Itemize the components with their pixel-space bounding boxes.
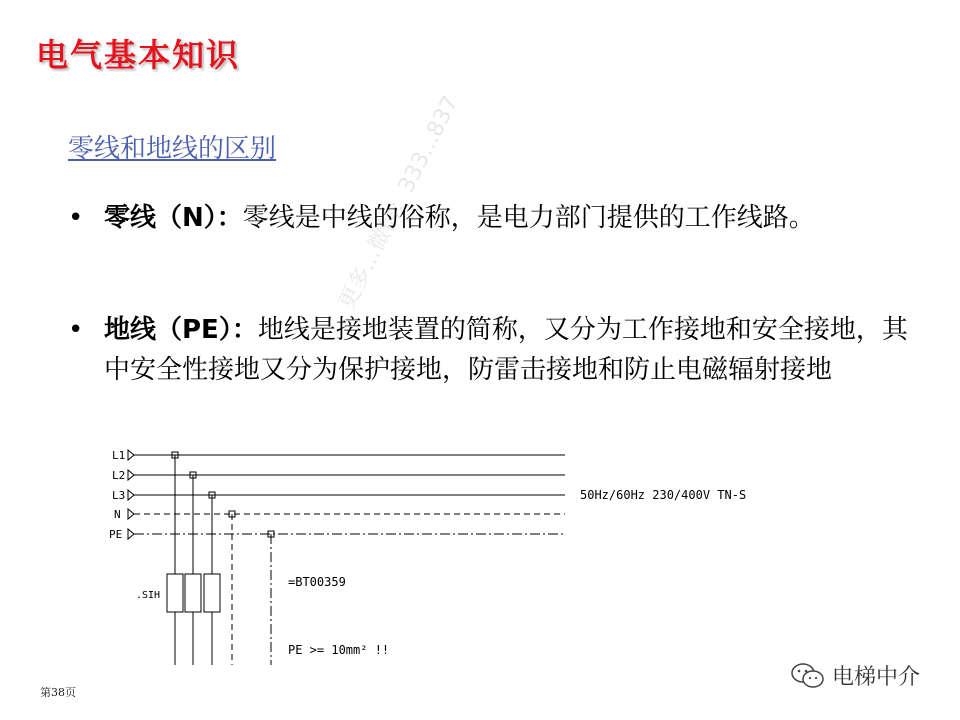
watermark-text: 更多...微信：333...837 bbox=[334, 92, 464, 314]
bullet-earth bbox=[68, 310, 914, 390]
brand-badge bbox=[790, 660, 920, 691]
label-n: N bbox=[114, 508, 121, 521]
page-number: 第38页 bbox=[40, 686, 76, 699]
pe-note: PE >= 10mm² !! bbox=[288, 643, 390, 657]
label-l2: L2 bbox=[112, 469, 126, 482]
bullet-dot: • bbox=[68, 203, 84, 233]
arrow-l3 bbox=[128, 490, 134, 500]
arrow-n bbox=[128, 509, 134, 519]
fuse-label: .SIH bbox=[136, 590, 161, 601]
bullet-term: 零线（N）： bbox=[104, 203, 243, 233]
arrow-l2 bbox=[128, 470, 134, 480]
slide-title: 电气基本知识 bbox=[36, 36, 241, 74]
tn-s-wiring-diagram bbox=[100, 440, 747, 665]
label-pe: PE bbox=[109, 528, 123, 541]
arrow-l1 bbox=[128, 450, 134, 460]
brand-name: 电梯中介 bbox=[832, 665, 921, 690]
fuse-l1 bbox=[167, 574, 183, 612]
bullet-text: 零线是中线的俗称，是电力部门提供的工作线路。 bbox=[242, 203, 815, 233]
bullet-term: 地线（PE）： bbox=[104, 315, 258, 345]
wechat-icon bbox=[790, 662, 826, 690]
ref-label: =BT00359 bbox=[288, 575, 346, 589]
bullet-dot: • bbox=[68, 315, 84, 345]
system-label: 50Hz/60Hz 230/400V TN-S bbox=[580, 488, 747, 502]
fuse-l2 bbox=[185, 574, 201, 612]
fuse-l3 bbox=[204, 574, 220, 612]
label-l1: L1 bbox=[112, 449, 126, 462]
arrow-pe bbox=[128, 529, 134, 539]
label-l3: L3 bbox=[112, 489, 126, 502]
section-subtitle: 零线和地线的区别 bbox=[68, 134, 277, 164]
bullet-neutral bbox=[68, 198, 914, 238]
bullet-text: 地线是接地装置的简称，又分为工作接地和安全接地，其中安全性接地又分为保护接地，防雷击接地和防止电磁辐射接地 bbox=[104, 315, 908, 385]
